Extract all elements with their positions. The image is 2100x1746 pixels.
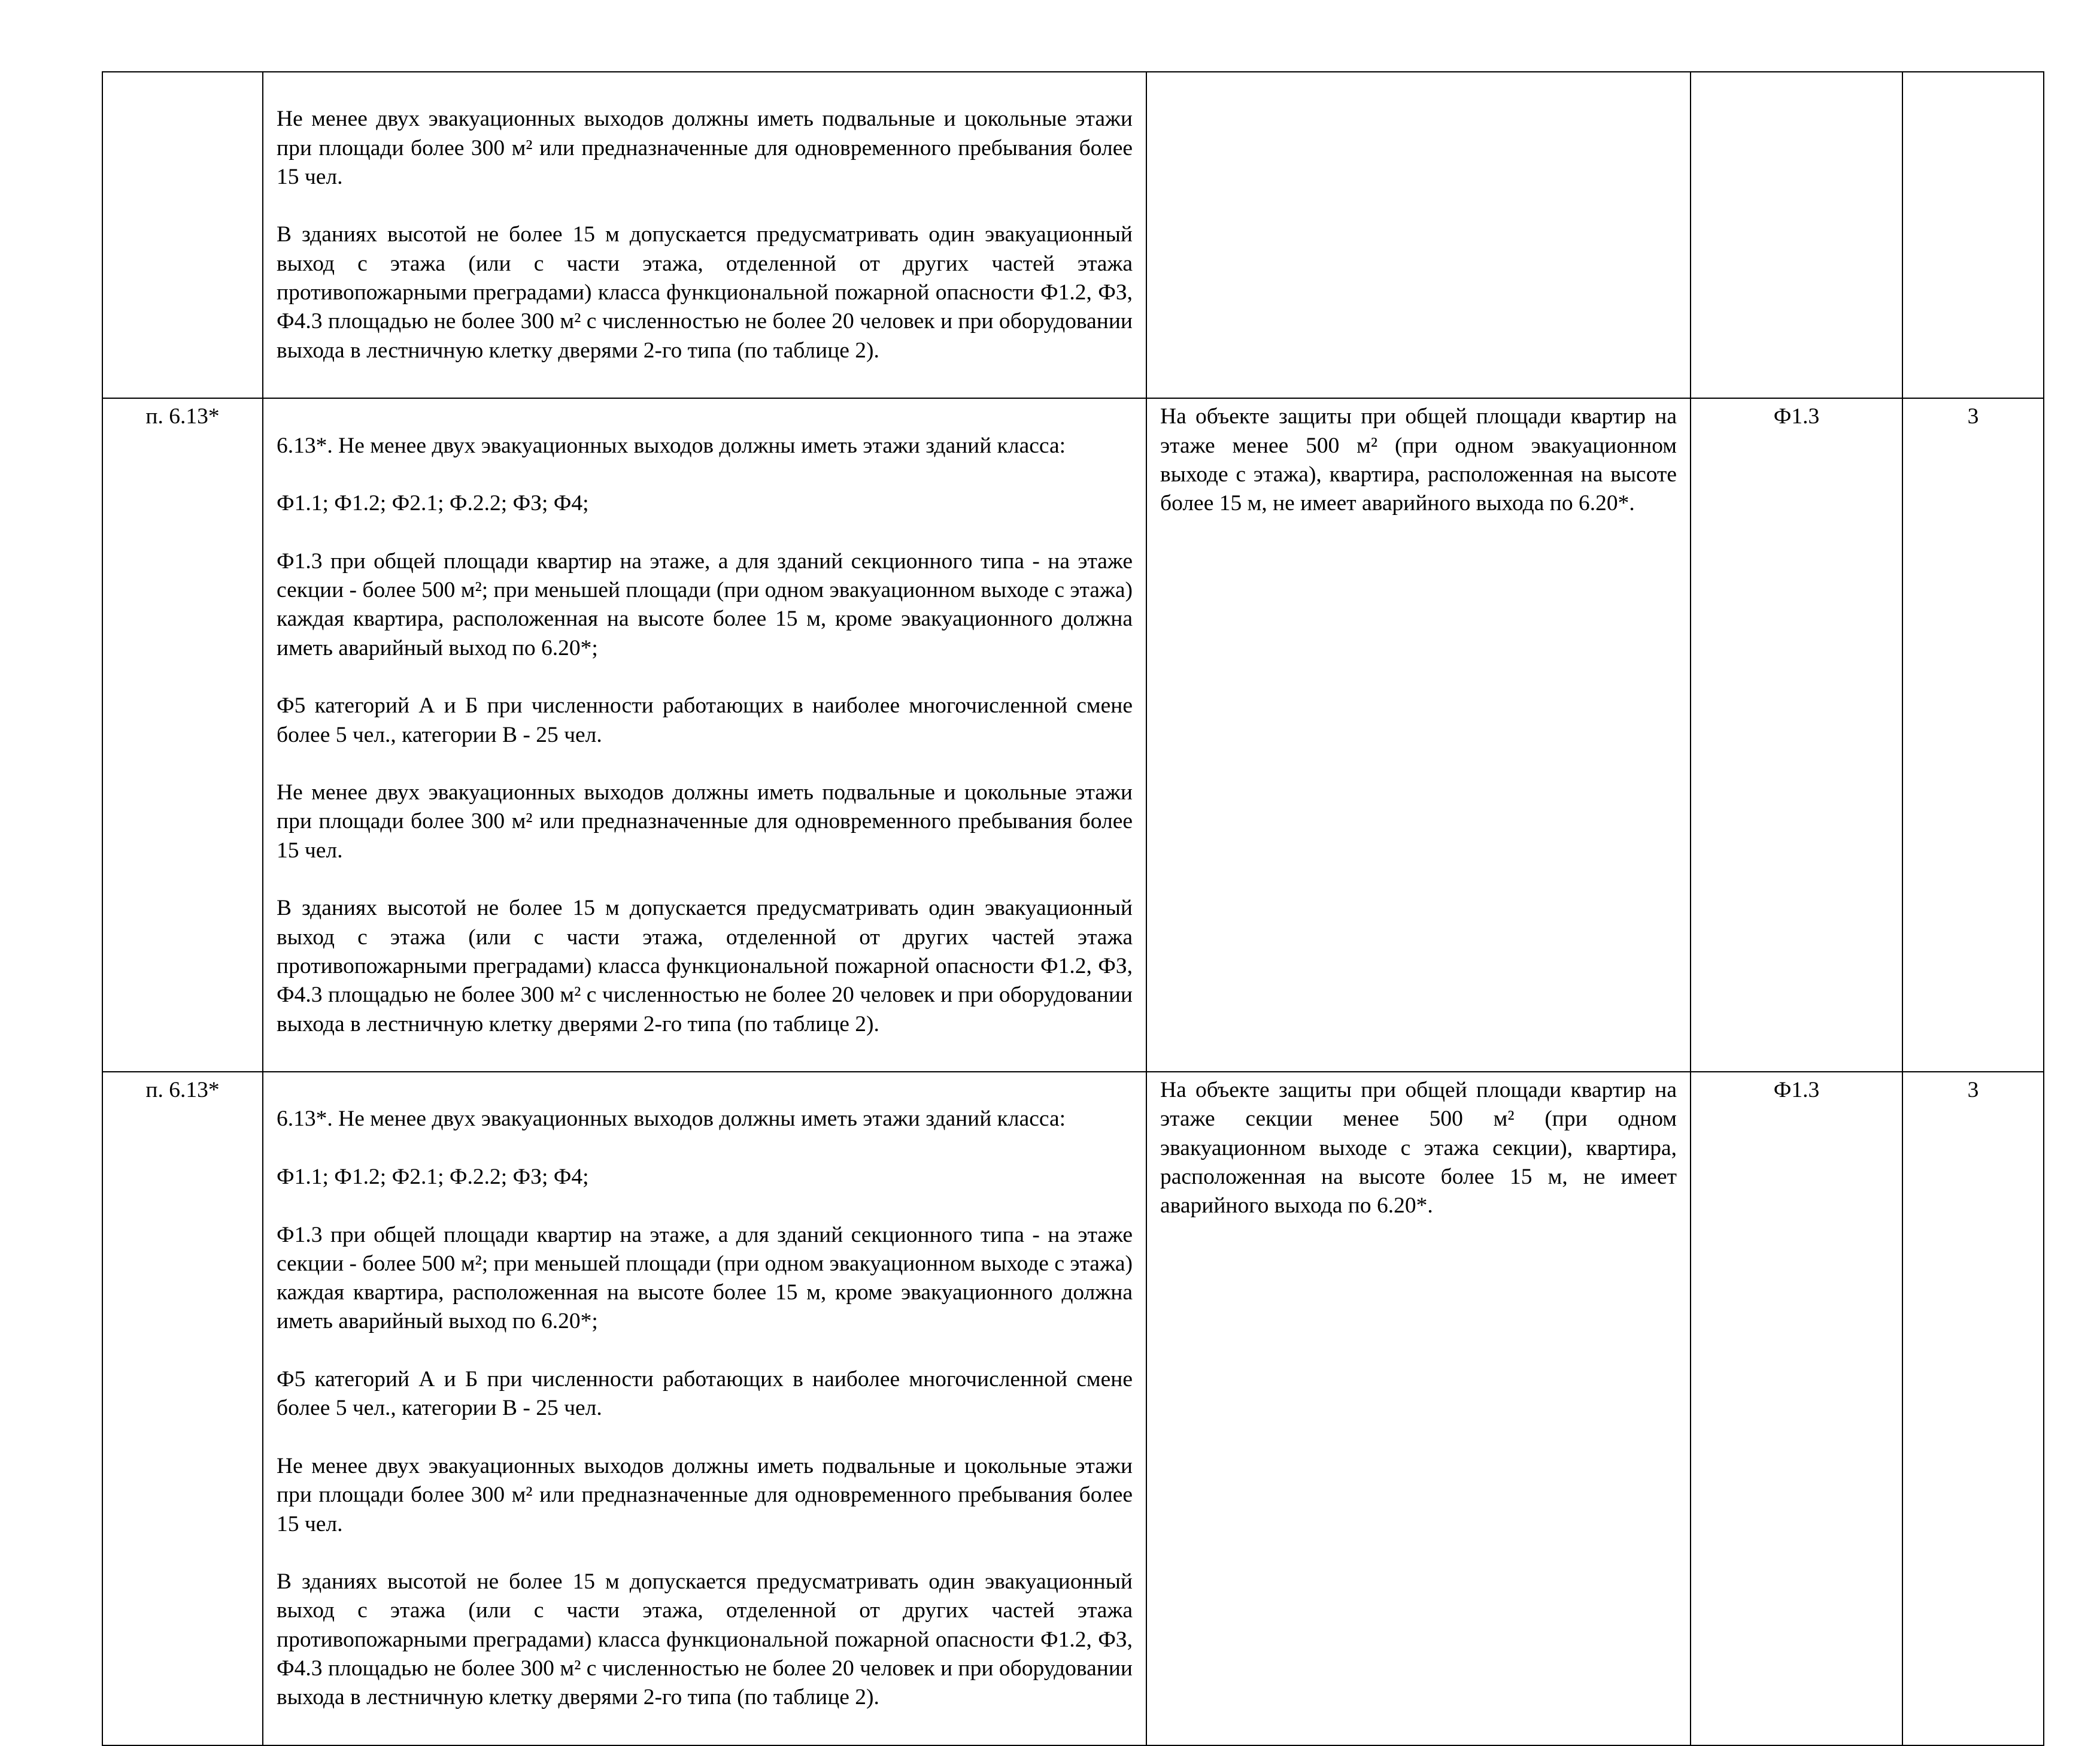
requirement-cell [263,398,1146,1072]
requirement-paragraph: В зданиях высотой не более 15 м допускается предусматривать один эвакуационный выход с этажа (или с части этажа, отделенной от других частей этажа противопожарными преградами) класса функциональной пожарной опасности Ф1.2, ФЗ, Ф4.3 площадью не более 300 м² с численностью не более 20 человек и при оборудовании выхода в лестничную клетку дверями 2-го типа (по таблице 2). [277,1569,1133,1710]
table-row [102,72,2044,398]
requirement-paragraph: Ф1.3 при общей площади квартир на этаже, а для зданий секционного типа - на этаже секции - более 500 м²; при меньшей площади (при одном эвакуационном выходе с этажа) каждая квартира, расположенная на высоте более 15 м, кроме эвакуационного должна иметь аварийный выход по 6.20*; [277,1222,1133,1334]
fire-class-cell: Ф1.3 [1691,1072,1902,1745]
requirement-paragraph: Ф1.3 при общей площади квартир на этаже, а для зданий секционного типа - на этаже секции - более 500 м²; при меньшей площади (при одном эвакуационном выходе с этажа) каждая квартира, расположенная на высоте более 15 м, кроме эвакуационного должна иметь аварийный выход по 6.20*; [277,548,1133,660]
requirement-paragraph: Не менее двух эвакуационных выходов должны иметь подвальные и цокольные этажи при площади более 300 м² или предназначенные для одновременного пребывания более 15 чел. [277,1453,1133,1536]
norm-reference-cell: п. 6.13* [102,398,263,1072]
fire-class-cell: Ф1.3 [1691,398,1902,1072]
violation-cell: На объекте защиты при общей площади квартир на этаже менее 500 м² (при одном эвакуационном выходе с этажа), квартира, расположенная на высоте более 15 м, не имеет аварийного выхода по 6.20*. [1146,398,1691,1072]
fire-class-cell [1691,72,1902,398]
table-row [102,398,2044,1072]
category-cell: 3 [1902,1072,2044,1745]
norm-reference-cell: п. 6.13* [102,1072,263,1745]
requirement-paragraph: В зданиях высотой не более 15 м допускается предусматривать один эвакуационный выход с этажа (или с части этажа, отделенной от других частей этажа противопожарными преградами) класса функциональной пожарной опасности Ф1.2, ФЗ, Ф4.3 площадью не более 300 м² с численностью не более 20 человек и при оборудовании выхода в лестничную клетку дверями 2-го типа (по таблице 2). [277,222,1133,363]
requirement-paragraph: Ф1.1; Ф1.2; Ф2.1; Ф.2.2; ФЗ; Ф4; [277,491,589,516]
requirement-paragraph: Ф5 категорий А и Б при численности работающих в наиболее многочисленной смене более 5 чел., категории В - 25 чел. [277,1367,1133,1421]
violation-cell [1146,72,1691,398]
requirement-cell [263,1072,1146,1745]
requirement-cell [263,72,1146,398]
category-cell: 3 [1902,398,2044,1072]
requirement-paragraph: В зданиях высотой не более 15 м допускается предусматривать один эвакуационный выход с этажа (или с части этажа, отделенной от других частей этажа противопожарными преградами) класса функциональной пожарной опасности Ф1.2, ФЗ, Ф4.3 площадью не более 300 м² с численностью не более 20 человек и при оборудовании выхода в лестничную клетку дверями 2-го типа (по таблице 2). [277,896,1133,1036]
category-cell [1902,72,2044,398]
requirement-paragraph: Не менее двух эвакуационных выходов должны иметь подвальные и цокольные этажи при площади более 300 м² или предназначенные для одновременного пребывания более 15 чел. [277,107,1133,189]
requirement-paragraph: Ф5 категорий А и Б при численности работающих в наиболее многочисленной смене более 5 чел., категории В - 25 чел. [277,693,1133,747]
requirement-paragraph: Ф1.1; Ф1.2; Ф2.1; Ф.2.2; ФЗ; Ф4; [277,1164,589,1189]
requirements-table [102,71,2044,1746]
requirement-paragraph: 6.13*. Не менее двух эвакуационных выходов должны иметь этажи зданий класса: [277,1107,1066,1132]
requirement-paragraph: 6.13*. Не менее двух эвакуационных выходов должны иметь этажи зданий класса: [277,433,1066,458]
violation-cell: На объекте защиты при общей площади квартир на этаже секции менее 500 м² (при одном эвакуационном выходе с этажа секции), квартира, расположенная на высоте более 15 м, не имеет аварийного выхода по 6.20*. [1146,1072,1691,1745]
table-row [102,1072,2044,1745]
norm-reference-cell [102,72,263,398]
requirement-paragraph: Не менее двух эвакуационных выходов должны иметь подвальные и цокольные этажи при площади более 300 м² или предназначенные для одновременного пребывания более 15 чел. [277,780,1133,863]
